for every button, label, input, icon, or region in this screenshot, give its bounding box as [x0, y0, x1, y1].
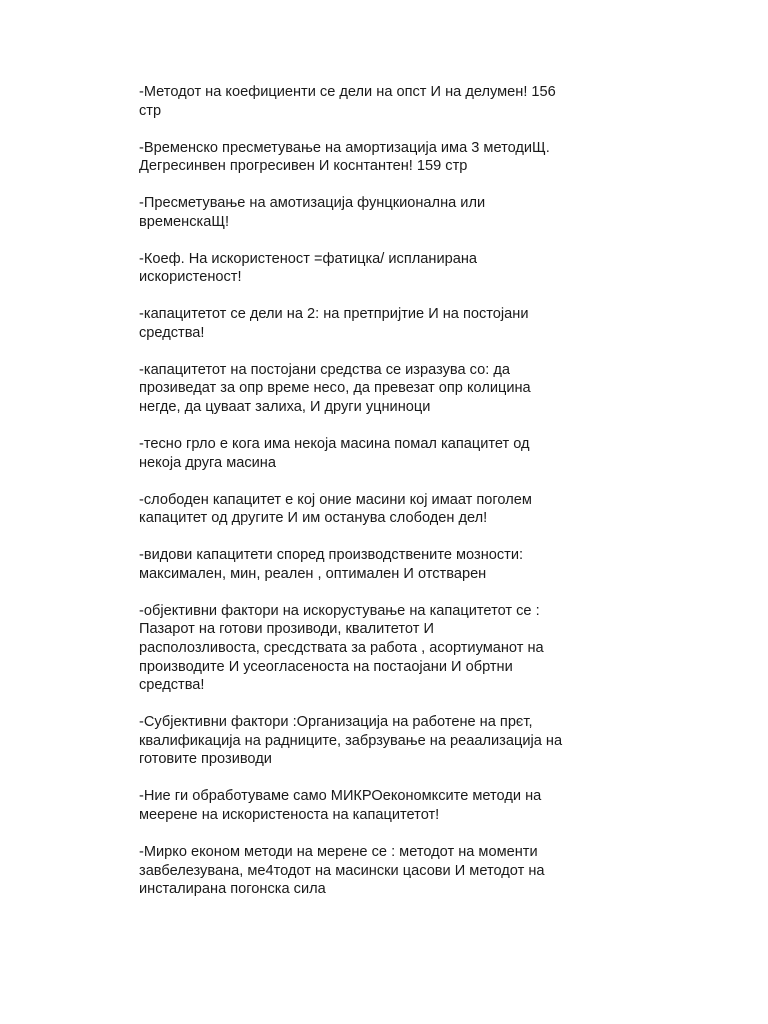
paragraph-capacity-division: -капацитетот се дели на 2: на претпријтие И на постојани средства! [139, 306, 529, 341]
paragraph-measurement-methods: -Мирко економ методи на мерене се : методот на моменти завбелезувана, ме4тодот на масински цасови И методот на инсталирана погонска сила [139, 843, 545, 898]
document-body [139, 83, 629, 917]
paragraph-bottleneck: -тесно грло е кога има некоја масина помал капацитет од некоја друга масина [139, 436, 530, 471]
paragraph-subjective-factors: -Субјективни фактори :Организација на работене на прєт, квалификација на радниците, забрзување на реаализација на готовите прозиводи [139, 714, 563, 768]
paragraph-depreciation-methods: -Временско пресметување на амортизација има 3 методиЩ. Дегресинвен прогресивен И коснтантен! 159 стр [139, 139, 550, 175]
paragraph-capacity-types: -видови капацитети според производствените мозности: максимален, мин, реален , оптимален И отстварен [139, 547, 524, 582]
paragraph-micro-methods: -Ние ги обработуваме само МИКРОекономксите методи на меерене на искористеноста на капацитетот! [139, 788, 542, 823]
paragraph-utilization-coefficient: -Коеф. На искористеност =фатицка/ испланирана искористеност! [139, 250, 478, 286]
paragraph-fixed-assets-capacity: -капацитетот на постојани средства се изразува со: да прозиведат за опр време несо, да превезат опр колицина негде, да цуваат залиха, И други уцниноци [139, 361, 531, 416]
paragraph-depreciation-calculation: -Пресметување на амотизација фунцкионална или временскаЩ! [139, 195, 486, 230]
paragraph-free-capacity: -слободен капацитет е кој оние масини кој имаат поголем капацитет од другите И им останува слободен дел! [139, 491, 532, 527]
paragraph-coefficient-method: -Методот на коефициенти се дели на опст И на делумен! 156 стр [139, 84, 556, 119]
paragraph-objective-factors: -објективни фактори на искорустување на капацитетот се : Пазарот на готови прозиводи, квалитетот И располозливоста, сресдствата за работа , асортиуманот на производите И усеогласеноста на постаојани И обртни средства! [139, 602, 544, 694]
